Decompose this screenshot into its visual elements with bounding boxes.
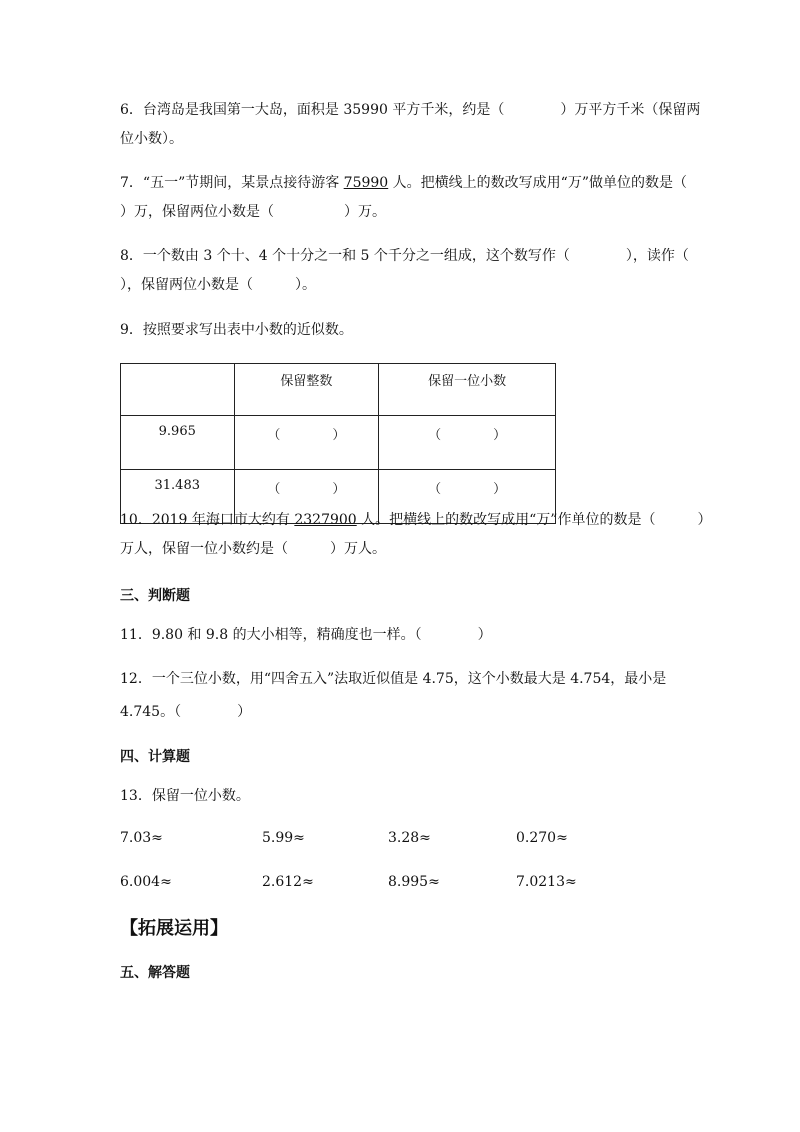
calc-item: 6.004≈	[120, 874, 172, 890]
extension-heading: 【拓展运用】	[120, 918, 228, 939]
calc-item: 3.28≈	[388, 830, 431, 846]
q7-underlined-number: 75990	[343, 175, 389, 191]
section-heading-calculation: 四、计算题	[120, 749, 190, 765]
calc-item: 7.03≈	[120, 830, 163, 846]
q8-line1: 8．一个数由 3 个十、4 个十分之一和 5 个千分之一组成，这个数写作（ ），读作（	[120, 248, 689, 264]
table-header-cell: 保留整数	[234, 364, 379, 416]
table-cell-answer[interactable]: （ ）	[234, 470, 379, 524]
q7-line1	[120, 174, 687, 192]
table-header-cell: 保留一位小数	[379, 364, 556, 416]
calc-item: 5.99≈	[262, 830, 305, 846]
q7-pre: 7．“五一”节期间，某景点接待游客	[120, 175, 344, 191]
table-cell-value: 31.483	[121, 470, 235, 524]
approximation-table	[120, 363, 556, 524]
q10-line2: 万人，保留一位小数约是（ ）万人。	[120, 541, 386, 557]
table-header-row	[121, 364, 556, 416]
calc-item: 2.612≈	[262, 874, 314, 890]
q13-text: 13．保留一位小数。	[120, 788, 250, 804]
q7-line2: ）万，保留两位小数是（ ）万。	[120, 204, 386, 220]
q11-text: 11．9.80 和 9.8 的大小相等，精确度也一样。（ ）	[120, 627, 492, 643]
q10-line1	[120, 511, 711, 529]
q10-post: 人。把横线上的数改写成用“万”作单位的数是（ ）	[356, 512, 712, 528]
q12-line1: 12．一个三位小数，用“四舍五入”法取近似值是 4.75，这个小数最大是 4.754，最小是	[120, 671, 667, 687]
table-cell-answer[interactable]: （ ）	[234, 416, 379, 470]
table-header-cell	[121, 364, 235, 416]
q6-line1: 6．台湾岛是我国第一大岛，面积是 35990 平方千米，约是（ ）万平方千米（保留两	[120, 102, 701, 118]
section-heading-answers: 五、解答题	[120, 965, 190, 981]
q9-text: 9．按照要求写出表中小数的近似数。	[120, 322, 353, 338]
calc-item: 8.995≈	[388, 874, 440, 890]
q10-underlined-number: 2327900	[294, 512, 357, 528]
calc-item: 0.270≈	[516, 830, 568, 846]
q8-line2: ），保留两位小数是（ ）。	[120, 277, 316, 293]
q10-pre: 10．2019 年海口市大约有	[120, 512, 295, 528]
table-cell-value: 9.965	[121, 416, 235, 470]
q6-line2: 位小数）。	[120, 131, 183, 147]
table-cell-answer[interactable]: （ ）	[379, 470, 556, 524]
section-heading-judgement: 三、判断题	[120, 588, 190, 604]
table-cell-answer[interactable]: （ ）	[379, 416, 556, 470]
q12-line2: 4.745。（ ）	[120, 704, 252, 720]
q7-post: 人。把横线上的数改写成用“万”做单位的数是（	[388, 175, 687, 191]
table-row	[121, 416, 556, 470]
calc-item: 7.0213≈	[516, 874, 577, 890]
